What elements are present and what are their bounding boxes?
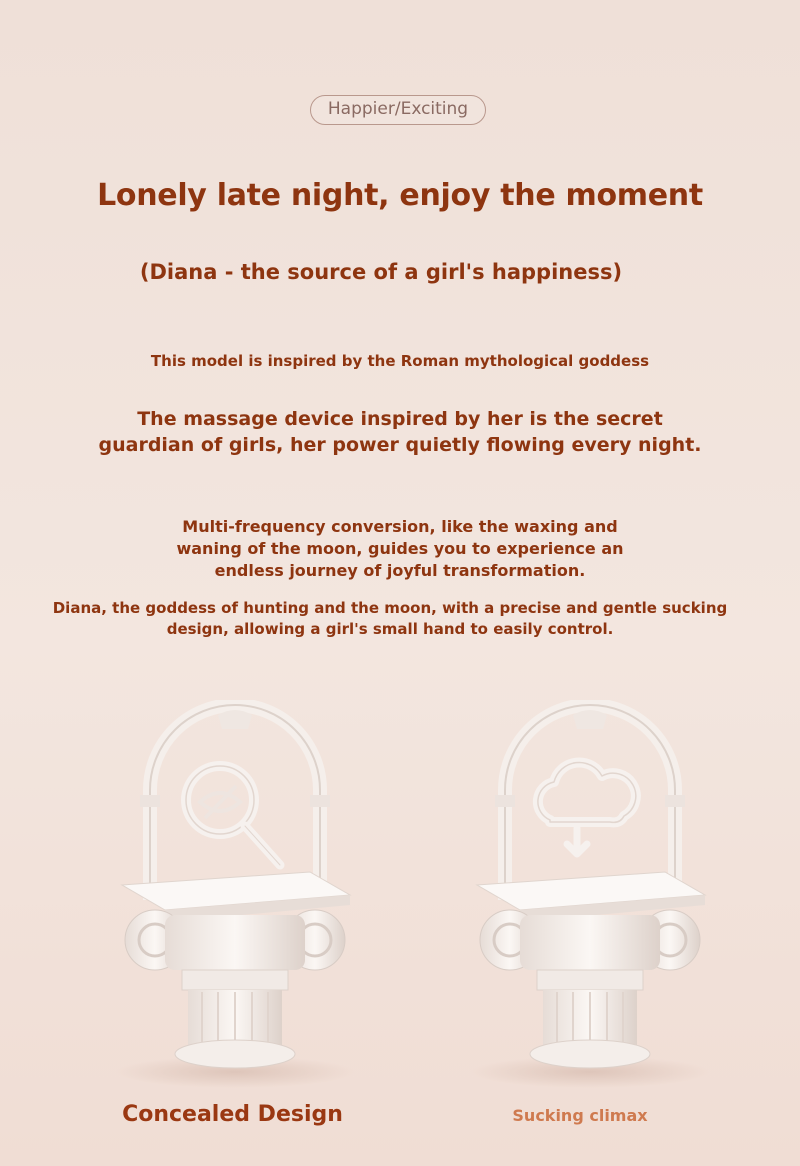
feature-label-concealed-design: Concealed Design	[122, 1102, 343, 1127]
frequency-line-2: waning of the moon, guides you to experience an	[176, 539, 624, 558]
cloud-drop-icon	[538, 762, 636, 854]
page-subtitle: (Diana - the source of a girl's happiness)	[139, 260, 623, 284]
page-title: Lonely late night, enjoy the moment	[97, 178, 703, 213]
guardian-line-2: guardian of girls, her power quietly flowing every night.	[98, 434, 702, 456]
category-badge: Happier/Exciting	[310, 95, 486, 125]
concealed-design-pedestal-illustration	[110, 700, 360, 1090]
intro-paragraph: This model is inspired by the Roman mythological goddess	[150, 352, 650, 370]
feature-label-sucking-climax: Sucking climax	[512, 1106, 648, 1125]
diana-paragraph	[0, 598, 780, 640]
guardian-paragraph	[0, 406, 800, 458]
guardian-line-1: The massage device inspired by her is the secret	[137, 408, 663, 430]
frequency-line-1: Multi-frequency conversion, like the waxing and	[182, 517, 618, 536]
diana-line-1: Diana, the goddess of hunting and the moon, with a precise and gentle sucking	[52, 599, 728, 617]
frequency-paragraph	[0, 516, 800, 582]
frequency-line-3: endless journey of joyful transformation.	[214, 561, 586, 580]
sucking-climax-pedestal-illustration	[465, 700, 715, 1090]
diana-line-2: design, allowing a girl's small hand to easily control.	[166, 620, 614, 638]
hidden-eye-magnifier-icon	[186, 766, 280, 865]
